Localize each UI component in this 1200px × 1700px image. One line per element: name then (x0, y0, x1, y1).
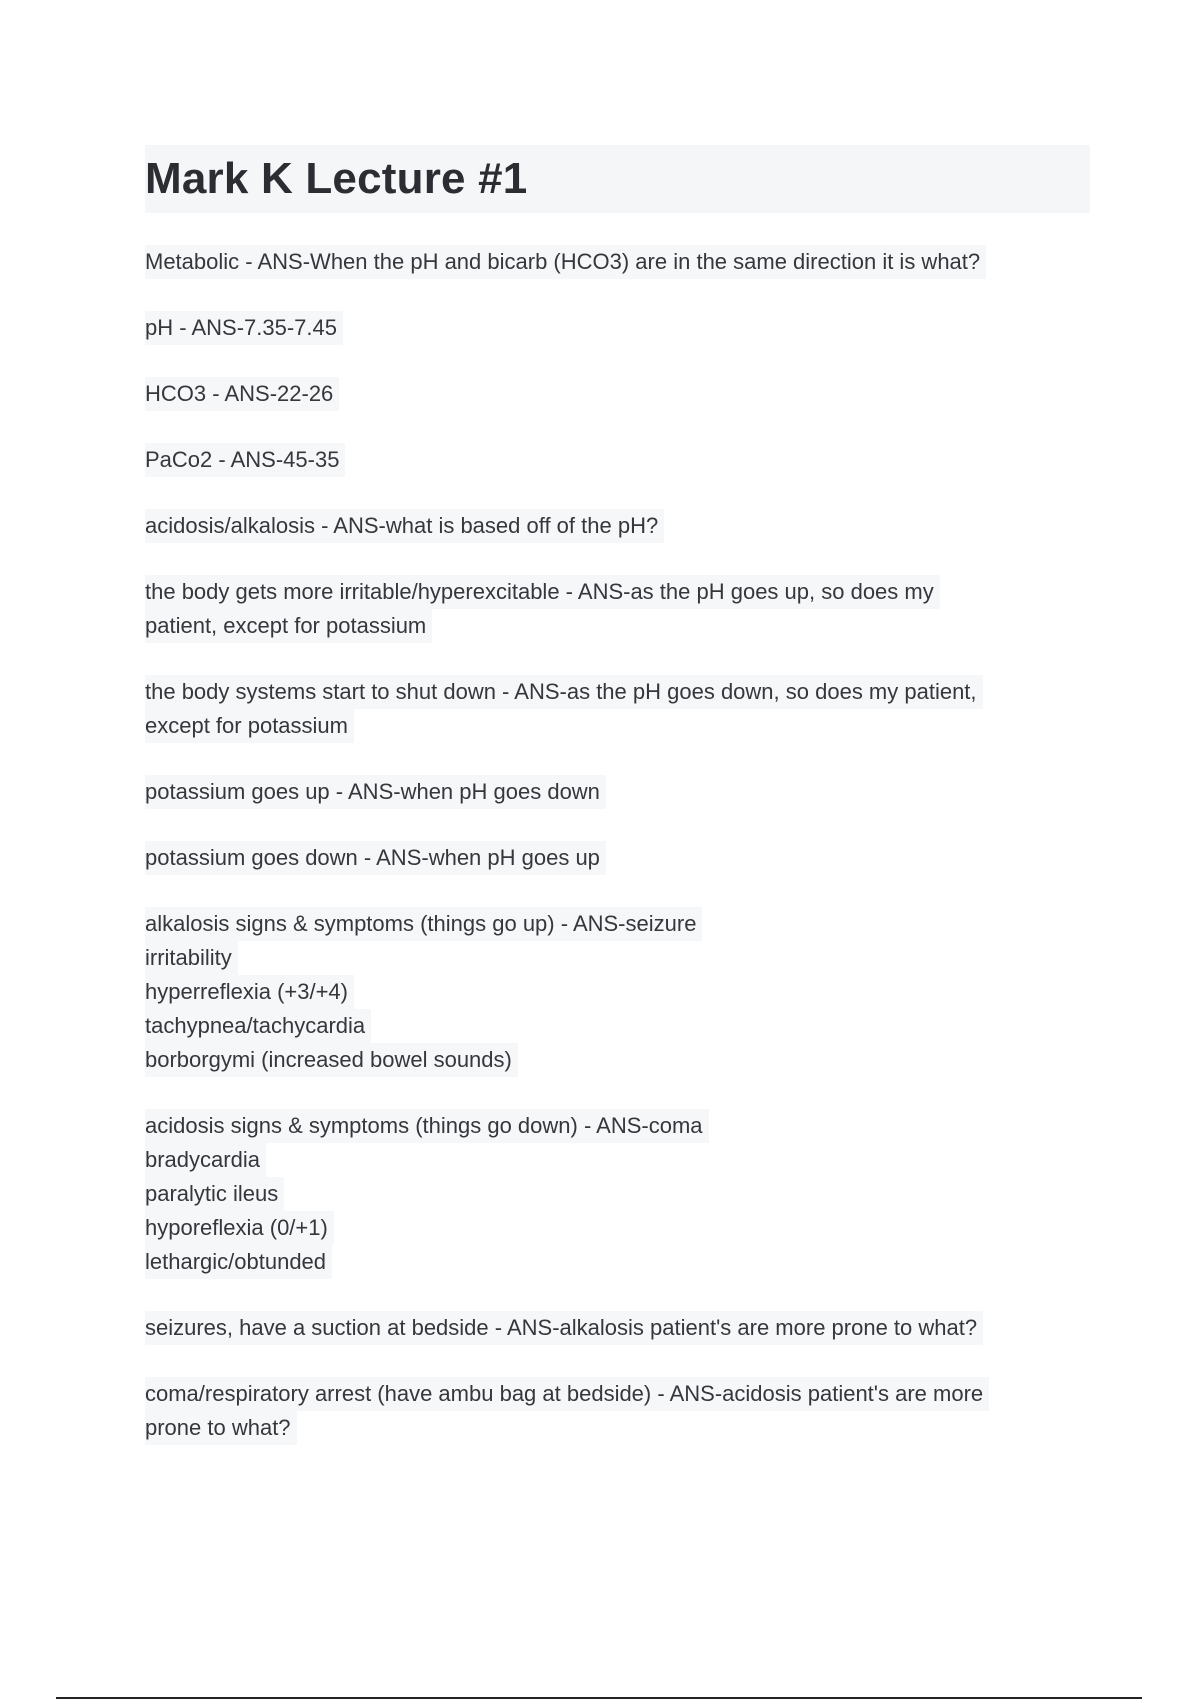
qa-line: the body systems start to shut down - ANS-as the pH goes down, so does my patient, (145, 675, 983, 709)
qa-entry-seizures (145, 1311, 1090, 1345)
qa-line: acidosis/alkalosis - ANS-what is based off of the pH? (145, 509, 664, 543)
qa-entry-shut-down (145, 675, 1090, 743)
qa-line: Metabolic - ANS-When the pH and bicarb (HCO3) are in the same direction it is what? (145, 245, 986, 279)
qa-entry-coma (145, 1377, 1090, 1445)
qa-entry-acidosis-alkalosis (145, 509, 1090, 543)
qa-line: HCO3 - ANS-22-26 (145, 377, 339, 411)
qa-line: tachypnea/tachycardia (145, 1009, 371, 1043)
qa-line: pH - ANS-7.35-7.45 (145, 311, 343, 345)
qa-line: lethargic/obtunded (145, 1245, 332, 1279)
document-page (145, 145, 1090, 1477)
qa-entry-acidosis-symptoms (145, 1109, 1090, 1279)
qa-line: patient, except for potassium (145, 609, 432, 643)
qa-line: alkalosis signs & symptoms (things go up) - ANS-seizure (145, 907, 702, 941)
qa-entry-paco2 (145, 443, 1090, 477)
page-title: Mark K Lecture #1 (145, 154, 528, 203)
qa-entry-potassium-down (145, 841, 1090, 875)
qa-line: borborgymi (increased bowel sounds) (145, 1043, 518, 1077)
qa-entry-alkalosis-symptoms (145, 907, 1090, 1077)
footer-divider (56, 1697, 1142, 1699)
qa-line: except for potassium (145, 709, 354, 743)
qa-line: irritability (145, 941, 238, 975)
qa-list (145, 245, 1090, 1445)
qa-line: PaCo2 - ANS-45-35 (145, 443, 345, 477)
qa-line: potassium goes down - ANS-when pH goes up (145, 841, 606, 875)
qa-line: hyperreflexia (+3/+4) (145, 975, 354, 1009)
qa-line: acidosis signs & symptoms (things go down) - ANS-coma (145, 1109, 709, 1143)
qa-line: paralytic ileus (145, 1177, 284, 1211)
qa-line: seizures, have a suction at bedside - ANS-alkalosis patient's are more prone to what? (145, 1311, 983, 1345)
qa-line: the body gets more irritable/hyperexcitable - ANS-as the pH goes up, so does my (145, 575, 940, 609)
qa-entry-potassium-up (145, 775, 1090, 809)
qa-entry-irritable (145, 575, 1090, 643)
qa-line: potassium goes up - ANS-when pH goes down (145, 775, 606, 809)
qa-entry-hco3 (145, 377, 1090, 411)
qa-entry-ph (145, 311, 1090, 345)
qa-entry-metabolic (145, 245, 1090, 279)
title-bar (145, 145, 1090, 213)
qa-line: hyporeflexia (0/+1) (145, 1211, 334, 1245)
qa-line: coma/respiratory arrest (have ambu bag at bedside) - ANS-acidosis patient's are more (145, 1377, 989, 1411)
qa-line: bradycardia (145, 1143, 266, 1177)
qa-line: prone to what? (145, 1411, 297, 1445)
